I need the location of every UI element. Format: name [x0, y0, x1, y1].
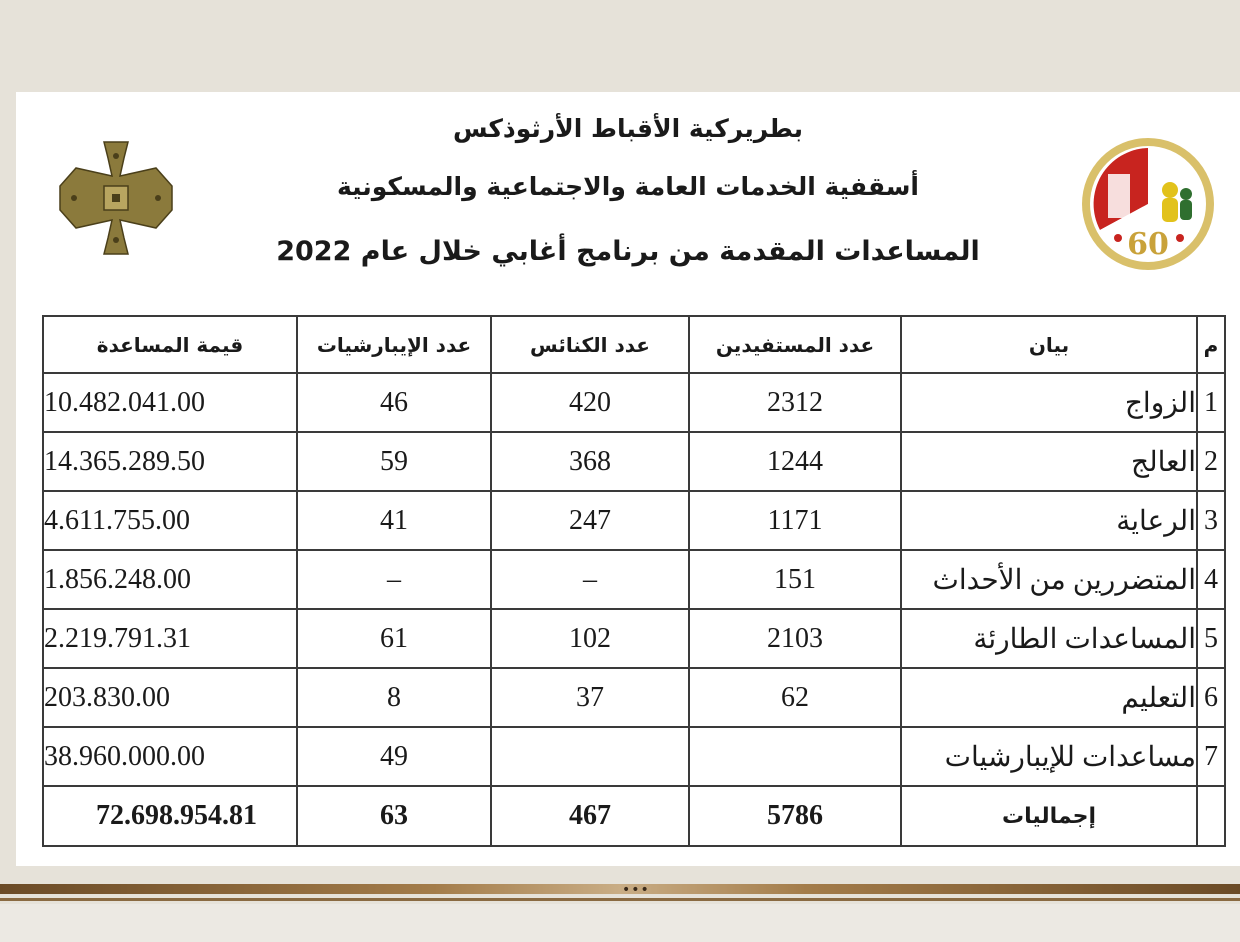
row-amount: 14.365.289.50	[43, 432, 297, 491]
row-label: الزواج	[901, 373, 1197, 432]
row-label: الرعاية	[901, 491, 1197, 550]
row-amount: 4.611.755.00	[43, 491, 297, 550]
row-index: 7	[1197, 727, 1225, 786]
page-bottom-strip	[0, 904, 1240, 942]
row-dioceses: 8	[297, 668, 491, 727]
row-churches	[491, 727, 689, 786]
row-churches: 37	[491, 668, 689, 727]
row-label: التعليم	[901, 668, 1197, 727]
row-beneficiaries: 1244	[689, 432, 901, 491]
totals-amount: 72.698.954.81	[43, 786, 297, 846]
row-churches: 102	[491, 609, 689, 668]
row-amount: 38.960.000.00	[43, 727, 297, 786]
row-dioceses: –	[297, 550, 491, 609]
totals-churches: 467	[491, 786, 689, 846]
decorative-divider-line	[0, 898, 1240, 901]
patriarchate-title: بطريركية الأقباط الأرثوذكس	[453, 114, 803, 143]
row-label: المساعدات الطارئة	[901, 609, 1197, 668]
row-index: 5	[1197, 609, 1225, 668]
agape-60-logo	[1078, 134, 1218, 274]
bishopric-title: أسقفية الخدمات العامة والاجتماعية والمسكونية	[336, 172, 920, 201]
col-header-dioceses: عدد الإيبارشيات	[297, 316, 491, 373]
row-amount: 10.482.041.00	[43, 373, 297, 432]
table-row	[43, 727, 1225, 786]
col-header-amount: قيمة المساعدة	[43, 316, 297, 373]
row-label: المتضررين من الأحداث	[901, 550, 1197, 609]
table-header-row	[43, 316, 1225, 373]
row-amount: 1.856.248.00	[43, 550, 297, 609]
row-churches: 420	[491, 373, 689, 432]
report-title: المساعدات المقدمة من برنامج أغابي خلال عام 2022	[276, 236, 980, 267]
row-index: 1	[1197, 373, 1225, 432]
assistance-table	[42, 315, 1226, 847]
table-row	[43, 550, 1225, 609]
row-index: 3	[1197, 491, 1225, 550]
row-beneficiaries: 62	[689, 668, 901, 727]
table-row	[43, 668, 1225, 727]
row-index: 4	[1197, 550, 1225, 609]
row-beneficiaries: 2312	[689, 373, 901, 432]
divider-dots: •••	[622, 882, 650, 898]
row-label: العالج	[901, 432, 1197, 491]
row-label: مساعدات للإيبارشيات	[901, 727, 1197, 786]
document-page	[16, 92, 1240, 866]
table-row	[43, 432, 1225, 491]
row-dioceses: 46	[297, 373, 491, 432]
totals-label: إجماليات	[901, 786, 1197, 846]
totals-beneficiaries: 5786	[689, 786, 901, 846]
row-index: 2	[1197, 432, 1225, 491]
row-churches: –	[491, 550, 689, 609]
row-dioceses: 61	[297, 609, 491, 668]
col-header-beneficiaries: عدد المستفيدين	[689, 316, 901, 373]
row-dioceses: 49	[297, 727, 491, 786]
row-beneficiaries: 151	[689, 550, 901, 609]
row-beneficiaries: 1171	[689, 491, 901, 550]
row-amount: 203.830.00	[43, 668, 297, 727]
row-beneficiaries	[689, 727, 901, 786]
document-header	[16, 92, 1240, 307]
logo-number: 60	[1127, 227, 1169, 262]
row-beneficiaries: 2103	[689, 609, 901, 668]
row-dioceses: 59	[297, 432, 491, 491]
table-row	[43, 609, 1225, 668]
row-dioceses: 41	[297, 491, 491, 550]
decorative-divider	[0, 884, 1240, 894]
col-header-description: بيان	[901, 316, 1197, 373]
table-row	[43, 373, 1225, 432]
totals-dioceses: 63	[297, 786, 491, 846]
row-churches: 247	[491, 491, 689, 550]
row-amount: 2.219.791.31	[43, 609, 297, 668]
coptic-cross-icon	[54, 136, 178, 260]
col-header-index: م	[1197, 316, 1225, 373]
table-row	[43, 491, 1225, 550]
totals-row	[43, 786, 1225, 846]
row-index: 6	[1197, 668, 1225, 727]
col-header-churches: عدد الكنائس	[491, 316, 689, 373]
row-churches: 368	[491, 432, 689, 491]
totals-index-cell	[1197, 786, 1225, 846]
